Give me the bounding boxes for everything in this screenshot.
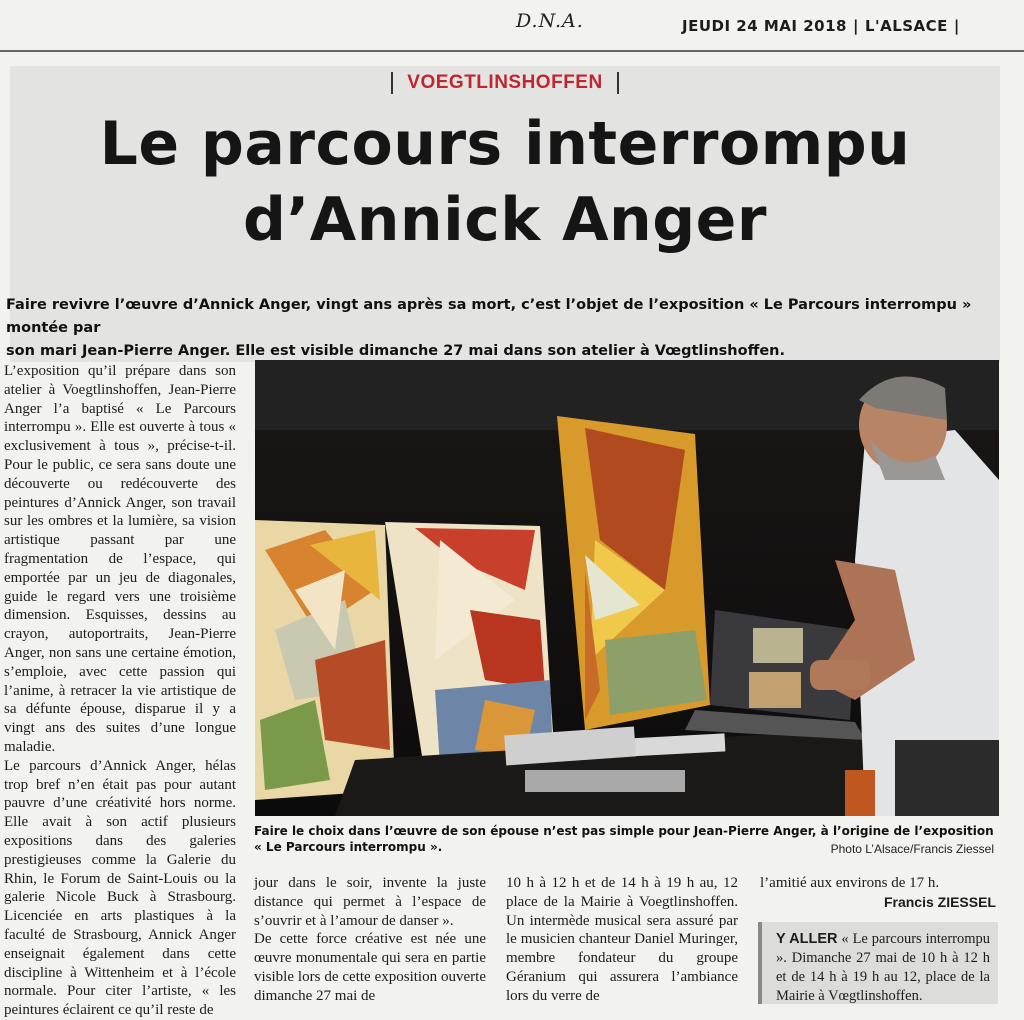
photo-illustration xyxy=(255,360,999,816)
kicker-rule-left xyxy=(391,72,393,94)
separator: | xyxy=(852,17,859,35)
body-paragraph: Le parcours d’Annick Anger, hélas trop bref n’en était pas pour autant pauvre d’une créativité hors norme. Elle avait à son actif plusieurs expositions dans des galeries prestigieuses comme la Galerie du Rhin, le Forum de Saint-Louis ou la galerie Nicole Buck à Strasbourg. Licenciée en arts plastiques à la faculté de Strasbourg, Annick Anger enseignait également dans cette discipline à Wittenheim et à l’école normale. Pour citer l’artiste, « les peintures éclairent ce qu’il reste de xyxy=(4,757,236,1019)
photo-caption: Faire le choix dans l’œuvre de son épouse n’est pas simple pour Jean-Pierre Anger, à l’origine de l’exposition « Le Parcours interrompu ». xyxy=(254,824,994,854)
photo-credit: Photo L’Alsace/Francis Ziessel xyxy=(830,842,994,856)
body-column-3 xyxy=(506,874,738,1006)
lede-line-2: son mari Jean-Pierre Anger. Elle est visible dimanche 27 mai dans son atelier à Vœgtlinshoffen. xyxy=(6,343,786,359)
painting-left xyxy=(255,520,395,800)
publication-name: L'ALSACE xyxy=(864,17,948,35)
issue-date: JEUDI 24 MAI 2018 xyxy=(682,17,847,35)
kicker xyxy=(375,72,635,102)
body-column-4 xyxy=(760,874,996,912)
headline-line-1: Le parcours interrompu xyxy=(99,109,911,179)
info-text: « Le parcours interrompu ». Dimanche 27 mai de 10 h à 12 h et de 14 h à 19 h au 12, place de la Mairie à Vœgtlinshoffen. xyxy=(776,931,991,1004)
handwritten-note: D.N.A. xyxy=(516,10,584,32)
body-paragraph: jour dans le soir, invente la juste distance qui permet à l’espace de s’ouvrir et à l’amour de danser ». xyxy=(254,875,486,929)
info-box xyxy=(758,922,998,1004)
headline-line-2: d’Annick Anger xyxy=(243,185,767,255)
author-signature: Francis ZIESSEL xyxy=(883,893,996,910)
body-paragraph: l’amitié aux environs de 17 h. xyxy=(760,875,940,891)
lede-line-1: Faire revivre l’œuvre d’Annick Anger, vingt ans après sa mort, c’est l’objet de l’exposition « Le Parcours interrompu » montée par xyxy=(6,297,972,336)
kicker-location: VOEGTLINSHOFFEN xyxy=(407,72,603,93)
body-column-1 xyxy=(4,362,236,1020)
body-column-2 xyxy=(254,874,486,1006)
kicker-rule-right xyxy=(617,72,619,94)
article-photo xyxy=(255,360,999,816)
body-paragraph: De cette force créative est née une œuvre monumentale qui sera en partie visible lors de cette exposition ouverte dimanche 27 mai de xyxy=(254,931,486,1004)
info-label: Y ALLER xyxy=(776,931,838,947)
masthead-bar xyxy=(0,0,1024,52)
headline xyxy=(20,106,990,258)
separator: | xyxy=(953,17,960,35)
lede xyxy=(6,294,1006,363)
dateline xyxy=(682,17,966,35)
body-paragraph: 10 h à 12 h et de 14 h à 19 h au, 12 place de la Mairie à Voegtlinshoffen. Un intermède musical sera assuré par le musicien chanteur Daniel Muringer, membre fondateur du groupe Géranium qui assurera l’ambiance lors du verre de xyxy=(506,875,738,1004)
body-paragraph: L’exposition qu’il prépare dans son atelier à Voegtlinshoffen, Jean-Pierre Anger l’a baptisé « Le Parcours interrompu ». Elle est ouverte à tous « exclusivement à tous », précise-t-il. Pour le public, ce sera sans doute une découverte ou redécouverte des peintures d’Annick Anger, son travail sur les ombres et la lumière, sa vision artistique passant par une fragmentation de l’espace, qui emportée par un jeu de diagonales, guide le regard vers une troisième dimension. Esquisses, dessins au crayon, autoportraits, Jean-Pierre Anger, non sans une certaine émotion, s’emploie, avec cette passion qui l’anime, à retracer la vie artistique de sa défunte épouse, disparue il y a vingt ans des suites d’une longue maladie. xyxy=(4,363,236,755)
